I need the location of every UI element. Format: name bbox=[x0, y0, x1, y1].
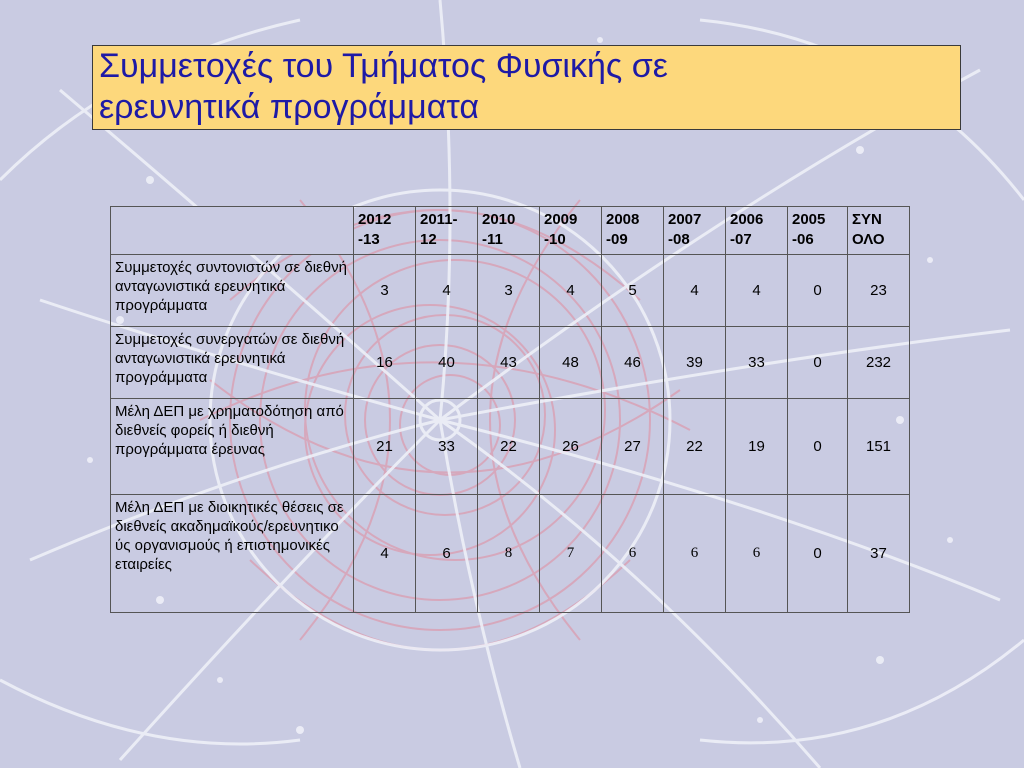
value-cell: 3 bbox=[478, 255, 540, 327]
value-cell: 26 bbox=[540, 399, 602, 495]
value-cell: 39 bbox=[664, 327, 726, 399]
value-cell: 0 bbox=[788, 255, 848, 327]
header-year-cell: 2006 -07 bbox=[726, 207, 788, 255]
value-cell: 0 bbox=[788, 327, 848, 399]
header-empty-cell bbox=[111, 207, 354, 255]
value-cell: 6 bbox=[602, 495, 664, 613]
slide-title bbox=[92, 45, 961, 130]
header-year-cell: 2007 -08 bbox=[664, 207, 726, 255]
table-row bbox=[111, 495, 910, 613]
value-cell: 4 bbox=[416, 255, 478, 327]
total-cell: 232 bbox=[848, 327, 910, 399]
table-row bbox=[111, 399, 910, 495]
total-cell: 23 bbox=[848, 255, 910, 327]
row-label: Συμμετοχές συνεργατών σε διεθνή ανταγωνιστικά ερευνητικά προγράμματα bbox=[111, 327, 354, 399]
value-cell: 4 bbox=[354, 495, 416, 613]
header-year-cell: 2008 -09 bbox=[602, 207, 664, 255]
value-cell: 6 bbox=[726, 495, 788, 613]
total-cell: 37 bbox=[848, 495, 910, 613]
header-year-cell: 2011- 12 bbox=[416, 207, 478, 255]
value-cell: 4 bbox=[726, 255, 788, 327]
value-cell: 33 bbox=[726, 327, 788, 399]
value-cell: 6 bbox=[664, 495, 726, 613]
header-total-cell: ΣΥΝ ΟΛΟ bbox=[848, 207, 910, 255]
value-cell: 8 bbox=[478, 495, 540, 613]
header-year-cell: 2005 -06 bbox=[788, 207, 848, 255]
value-cell: 0 bbox=[788, 399, 848, 495]
value-cell: 3 bbox=[354, 255, 416, 327]
value-cell: 46 bbox=[602, 327, 664, 399]
value-cell: 27 bbox=[602, 399, 664, 495]
slide-title-line-1: Συμμετοχές του Τμήματος Φυσικής σε bbox=[99, 47, 668, 85]
value-cell: 43 bbox=[478, 327, 540, 399]
header-year-cell: 2012 -13 bbox=[354, 207, 416, 255]
value-cell: 40 bbox=[416, 327, 478, 399]
table-row bbox=[111, 327, 910, 399]
value-cell: 19 bbox=[726, 399, 788, 495]
participation-table bbox=[110, 206, 910, 613]
value-cell: 22 bbox=[664, 399, 726, 495]
value-cell: 6 bbox=[416, 495, 478, 613]
value-cell: 0 bbox=[788, 495, 848, 613]
value-cell: 33 bbox=[416, 399, 478, 495]
header-year-cell: 2009 -10 bbox=[540, 207, 602, 255]
row-label: Μέλη ΔΕΠ με διοικητικές θέσεις σε διεθνείς ακαδημαϊκούς/ερευνητικο ύς οργανισμούς ή επιστημονικές εταιρείες bbox=[111, 495, 354, 613]
header-year-cell: 2010 -11 bbox=[478, 207, 540, 255]
table-row bbox=[111, 255, 910, 327]
value-cell: 4 bbox=[540, 255, 602, 327]
table-header-row bbox=[111, 207, 910, 255]
value-cell: 48 bbox=[540, 327, 602, 399]
row-label: Μέλη ΔΕΠ με χρηματοδότηση από διεθνείς φορείς ή διεθνή προγράμματα έρευνας bbox=[111, 399, 354, 495]
value-cell: 5 bbox=[602, 255, 664, 327]
value-cell: 16 bbox=[354, 327, 416, 399]
value-cell: 21 bbox=[354, 399, 416, 495]
slide-title-line-2: ερευνητικά προγράμματα bbox=[99, 88, 479, 126]
row-label: Συμμετοχές συντονιστών σε διεθνή ανταγωνιστικά ερευνητικά προγράμματα bbox=[111, 255, 354, 327]
value-cell: 22 bbox=[478, 399, 540, 495]
value-cell: 4 bbox=[664, 255, 726, 327]
total-cell: 151 bbox=[848, 399, 910, 495]
value-cell: 7 bbox=[540, 495, 602, 613]
